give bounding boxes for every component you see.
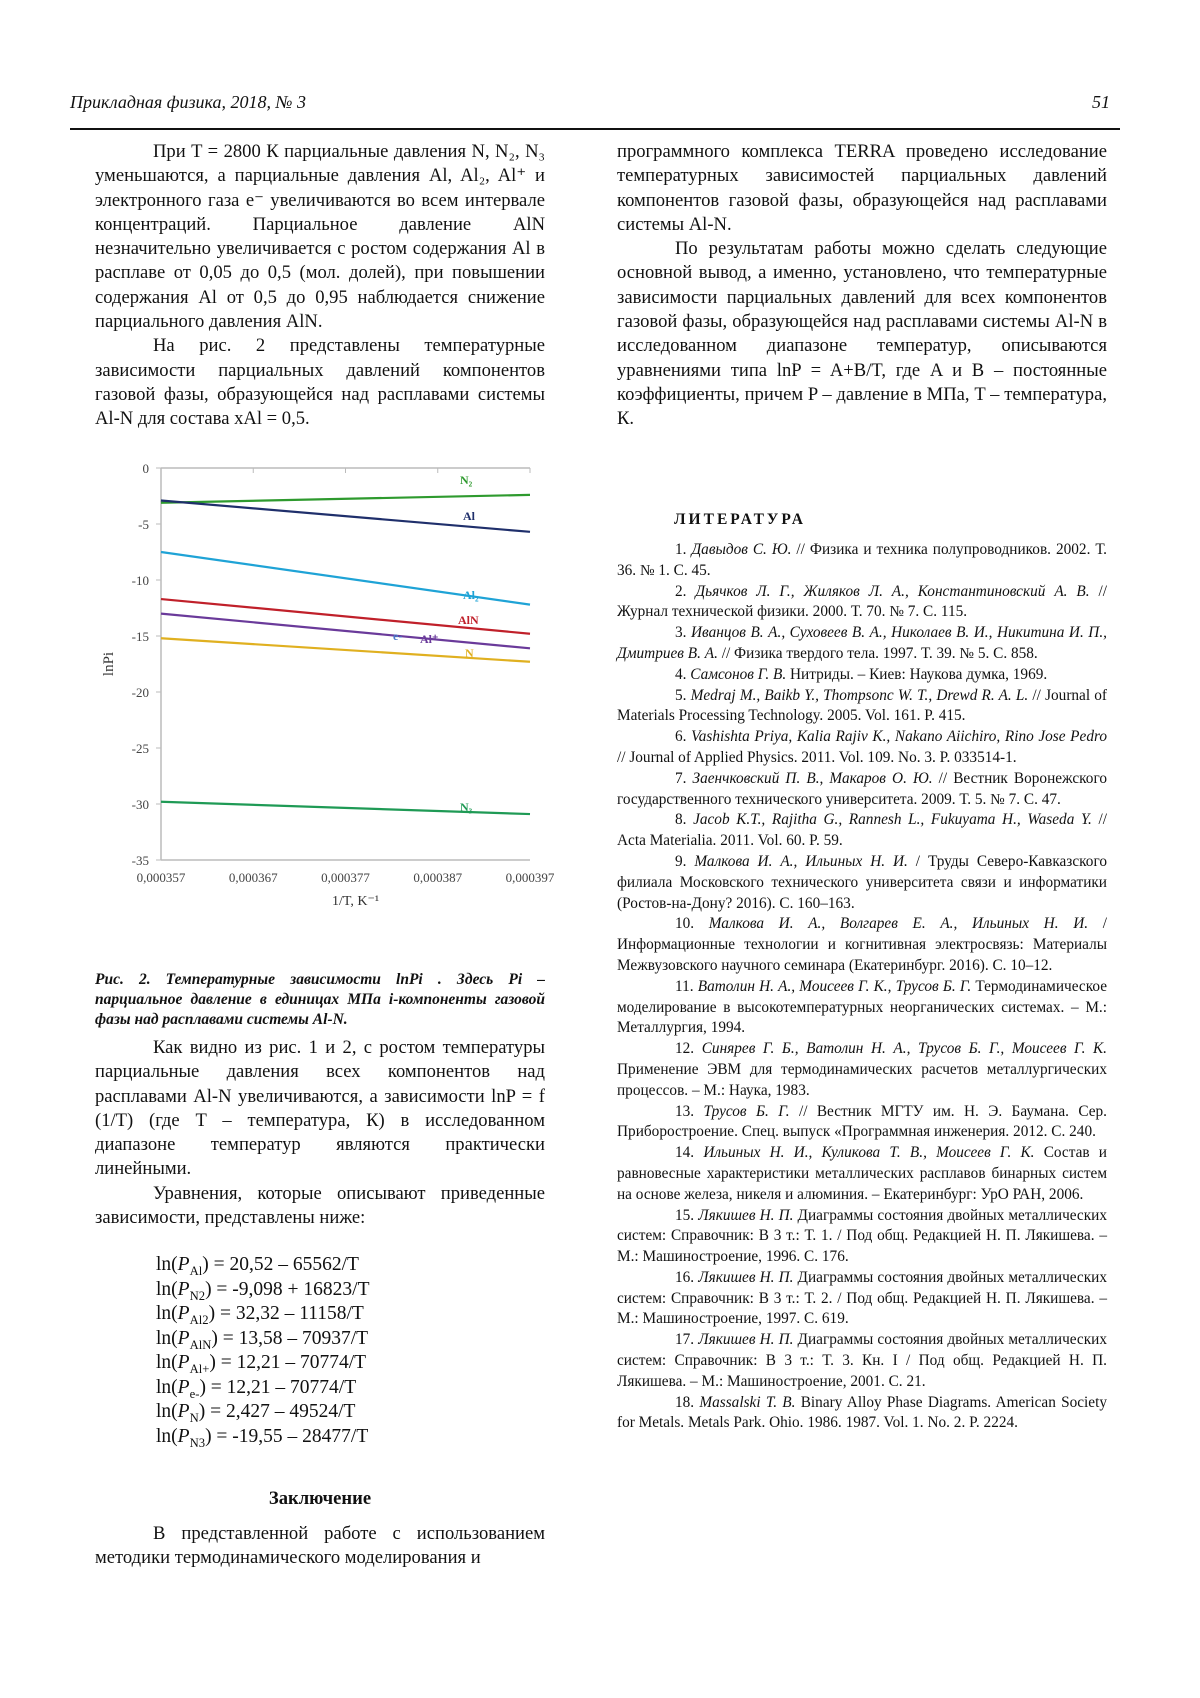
paragraph: Уравнения, которые описывают приведенные зависимости, представлены ниже: bbox=[95, 1182, 545, 1229]
reference-item: 3. Иванцов В. А., Суховеев В. А., Николаев В. И., Никитина И. П., Дмитриев В. А. // Физика твердого тела. 1997. Т. 39. № 5. С. 858. bbox=[617, 624, 1108, 662]
paragraph: На рис. 2 представлены температурные зависимости парциальных давлений компонентов газовой фазы, образующейся над расплавами системы Al-N для состава xAl = 0,5. bbox=[95, 335, 545, 430]
y-axis-label: lnPi bbox=[101, 651, 117, 677]
y-tick-label: -25 bbox=[131, 741, 149, 756]
equation: $\ln(P_N) = 2,427 - 49524/T$ bbox=[156, 1401, 356, 1425]
reference-item: 18. Massalski T. B. Binary Alloy Phase Diagrams. American Society for Metals. Metals Park. Ohio. 1986. 1987. Vol. 1. No. 2. P. 2224. bbox=[617, 1393, 1107, 1432]
equation: $\ln(P_{Al}) = 20,52 - 65562/T$ bbox=[156, 1254, 359, 1278]
reference-item: 9. Малкова И. А., Ильиных Н. И. / Труды Северо-Кавказского филиала Московского технического университета связи и информатики (Ростов-на-Дону? 2016). С. 160–163. bbox=[617, 852, 1107, 912]
left-column-bottom bbox=[95, 1522, 545, 1571]
x-tick-label: 0,000357 bbox=[136, 870, 186, 885]
x-axis-label: 1/T, K⁻¹ bbox=[331, 894, 380, 909]
reference-item: 10. Малкова И. А., Волгарев Е. А., Ильиных Н. И. / Информационные технологии и когнитивная электросвязь: Материалы Межвузовского научного семинара (Екатеринбург. 2016). С. 10–12. bbox=[617, 915, 1107, 974]
section-heading: Заключение bbox=[268, 1488, 372, 1509]
x-tick-label: 0,000387 bbox=[413, 870, 463, 885]
reference-item: 16. Лякишев Н. П. Диаграммы состояния двойных металлических систем: Справочник: В 3 т.: Т. 2. / Под общ. Редакцией Н. П. Лякишева. – М.: Машиностроение, 1997. С. 619. bbox=[617, 1268, 1107, 1328]
paragraph: Как видно из рис. 1 и 2, с ростом температуры парциальные давления всех компонентов над расплавами Al-N увеличиваются, а зависимости lnP = f (1/T) (где T – температура, К) в исследованном диапазоне температур являются практически линейными. bbox=[95, 1037, 545, 1180]
figure-chart bbox=[95, 458, 555, 928]
series-line-n bbox=[161, 638, 530, 662]
y-tick-label: -30 bbox=[131, 797, 149, 812]
y-tick-label: -15 bbox=[131, 629, 149, 644]
equation: $\ln(P_{AlN}) = 13,58 - 70937/T$ bbox=[156, 1327, 369, 1352]
y-tick-label: 0 bbox=[142, 461, 149, 476]
series-label: e- bbox=[393, 629, 403, 643]
reference-item: 13. Трусов Б. Г. // Вестник МГТУ им. Н. Э. Баумана. Сер. Приборостроение. Спец. выпуск «Программная инженерия. 2012. С. 240. bbox=[617, 1102, 1107, 1141]
reference-item: 6. Vashishta Priya, Kalia Rajiv K., Nakano Aiichiro, Rino Jose Pedro // Journal of Applied Physics. 2011. Vol. 109. No. 3. P. 033514-1. bbox=[617, 728, 1108, 766]
paragraph: программного комплекса TERRA проведено исследование температурных зависимостей парциальных давлений компонентов газовой фазы, образующейся над расплавами системы Al-N. bbox=[617, 141, 1107, 235]
reference-item: 2. Дьячков Л. Г., Жиляков Л. А., Константиновский А. В. // Журнал технической физики. 2000. Т. 70. № 7. С. 115. bbox=[617, 582, 1107, 621]
y-tick-label: -20 bbox=[131, 685, 149, 700]
journal-title: Прикладная физика, 2018, № 3 bbox=[70, 92, 306, 112]
equation: $\ln(P_{e-}) = 12,21 - 70774/T$ bbox=[156, 1376, 357, 1401]
series-label: N bbox=[465, 646, 474, 660]
paragraph: В представленной работе с использованием методики термодинамического моделирования и bbox=[95, 1523, 545, 1569]
reference-item: 8. Jacob K.T., Rajitha G., Rannesh L., Fukuyama H., Waseda Y. // Acta Materialia. 2011. Vol. 60. P. 59. bbox=[617, 811, 1107, 850]
equation-list bbox=[156, 1253, 370, 1449]
series-label: N₃ bbox=[460, 800, 473, 814]
paragraph: По результатам работы можно сделать следующие основной вывод, а именно, установлено, что температурные зависимости парциальных давлений для всех компонентов газовой фазы, образующейся над расплавами системы Al-N в исследованном диапазоне температур, описываются уравнениями типа lnP = A+B/T, где A и B – постоянные коэффициенты, причем P – давление в МПа, T – температура, К. bbox=[617, 238, 1107, 430]
left-column-middle bbox=[95, 1036, 545, 1230]
series-label: Al bbox=[463, 509, 475, 523]
series-label: Al⁺ bbox=[420, 632, 439, 646]
x-tick-label: 0,000397 bbox=[505, 870, 555, 885]
reference-item: 11. Ватолин Н. А., Моисеев Г. К., Трусов Б. Г. Термодинамическое моделирование в высокотемпературных неорганических системах. – М.: Металлургия, 1994. bbox=[617, 977, 1107, 1037]
paragraph: При T = 2800 К парциальные давления N, N₂, N₃ уменьшаются, а парциальные давления Al, Al₂, Al⁺ и электронного газа e⁻ увеличиваются во всем интервале концентраций. Парциальное давление AlN незначительно увеличивается с ростом содержания Al в расплаве от 0,05 до 0,5 (мол. долей), при повышении содержания Al от 0,5 до 0,95 наблюдается снижение парциального давления AlN. bbox=[95, 141, 545, 333]
page-number: 51 bbox=[1092, 92, 1110, 112]
reference-item: 14. Ильиных Н. И., Куликова Т. В., Моисеев Г. К. Состав и равновесные характеристики металлических расплавов бинарных систем на основе железа, никеля и алюминия. – Екатеринбург: УрО РАН, 2006. bbox=[617, 1144, 1107, 1203]
series-label: Al₂ bbox=[463, 588, 479, 602]
series-line-n2 bbox=[161, 495, 530, 503]
equation: $\ln(P_{Al2}) = 32,32 - 11158/T$ bbox=[156, 1303, 364, 1327]
reference-item: 7. Заенчковский П. В., Макаров О. Ю. // Вестник Воронежского государственного технического университета. 2009. Т. 5. № 7. С. 47. bbox=[617, 769, 1107, 808]
right-column-text bbox=[617, 140, 1107, 432]
reference-item: 5. Medraj M., Baikb Y., Thompsonc W. T., Drewd R. A. L. // Journal of Materials Processing Technology. 2005. Vol. 161. P. 415. bbox=[617, 686, 1107, 725]
reference-item: 1. Давыдов С. Ю. // Физика и техника полупроводников. 2002. Т. 36. № 1. С. 45. bbox=[617, 541, 1108, 579]
y-tick-label: -5 bbox=[138, 517, 149, 532]
figure-caption: Рис. 2. Температурные зависимости lnPi . Здесь Pi – парциальное давление в единицах МПа i-компоненты газовой фазы над расплавами системы Al-N. bbox=[95, 971, 545, 1028]
reference-item: 12. Синярев Г. Б., Ватолин Н. А., Трусов Б. Г., Моисеев Г. К. Применение ЭВМ для термодинамических расчетов металлургических процессов. – М.: Наука, 1983. bbox=[617, 1040, 1107, 1099]
references-list bbox=[617, 540, 1107, 1434]
x-tick-label: 0,000367 bbox=[228, 870, 278, 885]
reference-item: 15. Лякишев Н. П. Диаграммы состояния двойных металлических систем: Справочник: В 3 т.: Т. 1. / Под общ. Редакцией Н. П. Лякишева. – М.: Машиностроение, 1996. С. 176. bbox=[617, 1206, 1107, 1266]
y-tick-label: -10 bbox=[131, 573, 149, 588]
left-column-top bbox=[95, 140, 545, 432]
equation: $\ln(P_{Al+}) = 12,21 - 70774/T$ bbox=[156, 1352, 367, 1376]
y-tick-label: -35 bbox=[131, 853, 149, 868]
x-tick-label: 0,000377 bbox=[321, 870, 370, 885]
references-heading: ЛИТЕРАТУРА bbox=[674, 511, 806, 528]
series-line-n3 bbox=[161, 802, 530, 814]
series-label: AlN bbox=[458, 613, 479, 627]
line-chart bbox=[95, 458, 555, 928]
running-header bbox=[70, 88, 1120, 130]
equation: $\ln(P_{N3}) = -19,55 - 28477/T$ bbox=[156, 1425, 369, 1450]
series-label: N₂ bbox=[460, 473, 473, 487]
equation: $\ln(P_{N2}) = -9,098 + 16823/T$ bbox=[156, 1278, 370, 1303]
reference-item: 17. Лякишев Н. П. Диаграммы состояния двойных металлических систем: Справочник: В 3 т.: Т. 3. Кн. I / Под общ. Редакцией Н. П. Лякишева. – М.: Машиностроение, 2001. С. 21. bbox=[617, 1331, 1107, 1390]
reference-item: 4. Самсонов Г. В. Нитриды. – Киев: Наукова думка, 1969. bbox=[675, 665, 1048, 683]
